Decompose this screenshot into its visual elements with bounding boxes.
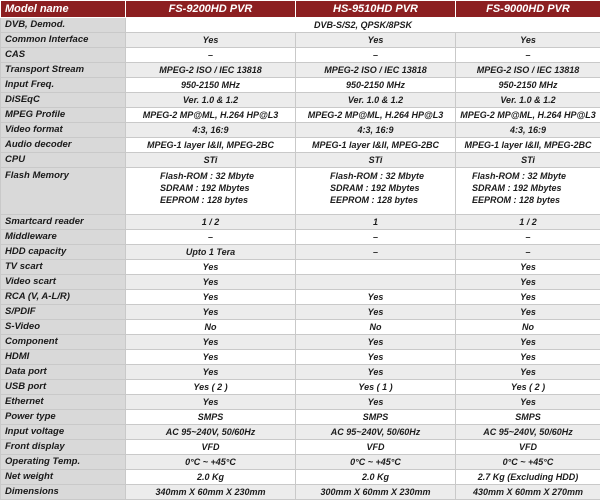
header-model-2: HS-9510HD PVR [296, 1, 456, 18]
spec-value [296, 275, 456, 290]
spec-label: Power type [1, 410, 126, 425]
header-row [1, 1, 600, 18]
spec-value: Yes [456, 33, 600, 48]
spec-value: Yes [296, 305, 456, 320]
spec-row [1, 78, 600, 93]
spec-label: CAS [1, 48, 126, 63]
spec-value: MPEG-2 ISO / IEC 13818 [126, 63, 296, 78]
spec-label: S/PDIF [1, 305, 126, 320]
spec-label: USB port [1, 380, 126, 395]
spec-value-line: SDRAM : 192 Mbytes [472, 183, 562, 193]
spec-value: SMPS [296, 410, 456, 425]
spec-value: 0°C ~ +45°C [456, 455, 600, 470]
spec-value: SMPS [126, 410, 296, 425]
spec-value: Yes ( 2 ) [126, 380, 296, 395]
spec-value-line: SDRAM : 192 Mbytes [330, 183, 420, 193]
spec-value: 300mm X 60mm X 230mm [296, 485, 456, 500]
spec-row [1, 380, 600, 395]
spec-value: STi [126, 153, 296, 168]
spec-label: Dimensions [1, 485, 126, 500]
spec-label: CPU [1, 153, 126, 168]
spec-value: Yes ( 1 ) [296, 380, 456, 395]
spec-label: Net weight [1, 470, 126, 485]
spec-value: Upto 1 Tera [126, 245, 296, 260]
spec-label: HDD capacity [1, 245, 126, 260]
spec-value-line: SDRAM : 192 Mbytes [160, 183, 250, 193]
spec-value-line: EEPROM : 128 bytes [472, 195, 561, 205]
spec-label: RCA (V, A-L/R) [1, 290, 126, 305]
spec-label: TV scart [1, 260, 126, 275]
spec-label: Ethernet [1, 395, 126, 410]
spec-label: Video format [1, 123, 126, 138]
spec-value: 950-2150 MHz [126, 78, 296, 93]
spec-row [1, 138, 600, 153]
spec-row [1, 290, 600, 305]
spec-value: 340mm X 60mm X 230mm [126, 485, 296, 500]
spec-label: Input voltage [1, 425, 126, 440]
spec-label: Audio decoder [1, 138, 126, 153]
spec-row [1, 440, 600, 455]
spec-value [296, 168, 456, 215]
spec-value: – [126, 48, 296, 63]
spec-row [1, 108, 600, 123]
spec-value: 950-2150 MHz [456, 78, 600, 93]
spec-label: MPEG Profile [1, 108, 126, 123]
spec-row [1, 153, 600, 168]
spec-value [456, 168, 600, 215]
spec-value: – [456, 48, 600, 63]
spec-row [1, 260, 600, 275]
spec-value: Yes [456, 290, 600, 305]
spec-value-line: Flash-ROM : 32 Mbyte [330, 171, 425, 181]
spec-row [1, 395, 600, 410]
spec-row [1, 350, 600, 365]
spec-label: HDMI [1, 350, 126, 365]
spec-value: – [126, 230, 296, 245]
spec-value: MPEG-1 layer I&II, MPEG-2BC [456, 138, 600, 153]
spec-row [1, 63, 600, 78]
spec-value: – [296, 230, 456, 245]
spec-value: 4:3, 16:9 [126, 123, 296, 138]
spec-value [126, 168, 296, 215]
spec-value: Yes [456, 335, 600, 350]
spec-value: STi [296, 153, 456, 168]
spec-value: Yes [126, 275, 296, 290]
spec-value: Yes [296, 395, 456, 410]
spec-value: 430mm X 60mm X 270mm [456, 485, 600, 500]
spec-value: No [296, 320, 456, 335]
spec-row [1, 215, 600, 230]
spec-value: No [126, 320, 296, 335]
spec-label: DiSEqC [1, 93, 126, 108]
spec-row [1, 305, 600, 320]
spec-value: AC 95~240V, 50/60Hz [296, 425, 456, 440]
spec-value: – [456, 230, 600, 245]
spec-label: Input Freq. [1, 78, 126, 93]
spec-value: 0°C ~ +45°C [126, 455, 296, 470]
spec-row [1, 48, 600, 63]
spec-value: No [456, 320, 600, 335]
spec-label: DVB, Demod. [1, 18, 126, 33]
spec-value: VFD [126, 440, 296, 455]
header-label: Model name [1, 1, 126, 18]
spec-value: Yes [456, 350, 600, 365]
spec-value: MPEG-2 MP@ML, H.264 HP@L3 [126, 108, 296, 123]
spec-value: 4:3, 16:9 [296, 123, 456, 138]
spec-value: Yes [456, 395, 600, 410]
spec-value: Yes [296, 33, 456, 48]
spec-value: MPEG-2 ISO / IEC 13818 [456, 63, 600, 78]
spec-value: Yes [126, 260, 296, 275]
spec-value: Yes [456, 275, 600, 290]
spec-value: Yes [126, 365, 296, 380]
spec-value: VFD [296, 440, 456, 455]
spec-value: Yes [296, 335, 456, 350]
spec-value: 950-2150 MHz [296, 78, 456, 93]
header-model-3: FS-9000HD PVR [456, 1, 600, 18]
spec-value: MPEG-2 ISO / IEC 13818 [296, 63, 456, 78]
spec-row [1, 33, 600, 48]
spec-row [1, 410, 600, 425]
spec-value: 2.0 Kg [126, 470, 296, 485]
header-model-1: FS-9200HD PVR [126, 1, 296, 18]
spec-value: MPEG-2 MP@ML, H.264 HP@L3 [456, 108, 600, 123]
spec-value: MPEG-1 layer I&II, MPEG-2BC [296, 138, 456, 153]
spec-value: Yes [456, 365, 600, 380]
spec-label: Data port [1, 365, 126, 380]
spec-value: 1 [296, 215, 456, 230]
spec-value: – [296, 48, 456, 63]
spec-value: Yes [126, 350, 296, 365]
spec-row [1, 230, 600, 245]
spec-value-line: Flash-ROM : 32 Mbyte [472, 171, 567, 181]
spec-value: Yes [456, 260, 600, 275]
spec-value: Yes [296, 290, 456, 305]
spec-label: Front display [1, 440, 126, 455]
spec-row [1, 455, 600, 470]
spec-value: Yes [296, 365, 456, 380]
spec-value: Ver. 1.0 & 1.2 [456, 93, 600, 108]
spec-row [1, 93, 600, 108]
spec-row [1, 275, 600, 290]
spec-value: – [456, 245, 600, 260]
spec-value: 2.7 Kg (Excluding HDD) [456, 470, 600, 485]
spec-value: AC 95~240V, 50/60Hz [456, 425, 600, 440]
spec-label: Video scart [1, 275, 126, 290]
spec-row [1, 123, 600, 138]
spec-value: VFD [456, 440, 600, 455]
spec-value: MPEG-2 MP@ML, H.264 HP@L3 [296, 108, 456, 123]
spec-row [1, 485, 600, 500]
spec-value: Yes [456, 305, 600, 320]
spec-value: SMPS [456, 410, 600, 425]
spec-value: 1 / 2 [456, 215, 600, 230]
spec-value: Yes [126, 335, 296, 350]
spec-value: 2.0 Kg [296, 470, 456, 485]
spec-value: – [296, 245, 456, 260]
spec-label: Middleware [1, 230, 126, 245]
spec-value: Yes [296, 350, 456, 365]
spec-label: Smartcard reader [1, 215, 126, 230]
spec-row [1, 470, 600, 485]
spec-label: Component [1, 335, 126, 350]
spec-value [296, 260, 456, 275]
spec-value-line: Flash-ROM : 32 Mbyte [160, 171, 255, 181]
spec-label: Flash Memory [1, 168, 126, 215]
spec-row [1, 18, 600, 33]
spec-row [1, 168, 600, 215]
spec-value: Yes [126, 395, 296, 410]
spec-label: Common Interface [1, 33, 126, 48]
spec-label: Operating Temp. [1, 455, 126, 470]
spec-value: Yes [126, 305, 296, 320]
spec-value: Yes [126, 290, 296, 305]
spec-label: S-Video [1, 320, 126, 335]
spec-value: Ver. 1.0 & 1.2 [126, 93, 296, 108]
spec-row [1, 425, 600, 440]
spec-value: Yes ( 2 ) [456, 380, 600, 395]
spec-value: 4:3, 16:9 [456, 123, 600, 138]
spec-value: STi [456, 153, 600, 168]
spec-row [1, 335, 600, 350]
spec-value: Yes [126, 33, 296, 48]
spec-value-line: EEPROM : 128 bytes [160, 195, 249, 205]
spec-label: Transport Stream [1, 63, 126, 78]
spec-row [1, 320, 600, 335]
spec-value-line: EEPROM : 128 bytes [330, 195, 419, 205]
spec-value: AC 95~240V, 50/60Hz [126, 425, 296, 440]
spec-value: 1 / 2 [126, 215, 296, 230]
spec-body [1, 18, 600, 500]
spec-value: 0°C ~ +45°C [296, 455, 456, 470]
spec-value: Ver. 1.0 & 1.2 [296, 93, 456, 108]
spec-row [1, 365, 600, 380]
spec-value: DVB-S/S2, QPSK/8PSK [126, 18, 600, 33]
spec-row [1, 245, 600, 260]
spec-value: MPEG-1 layer I&II, MPEG-2BC [126, 138, 296, 153]
